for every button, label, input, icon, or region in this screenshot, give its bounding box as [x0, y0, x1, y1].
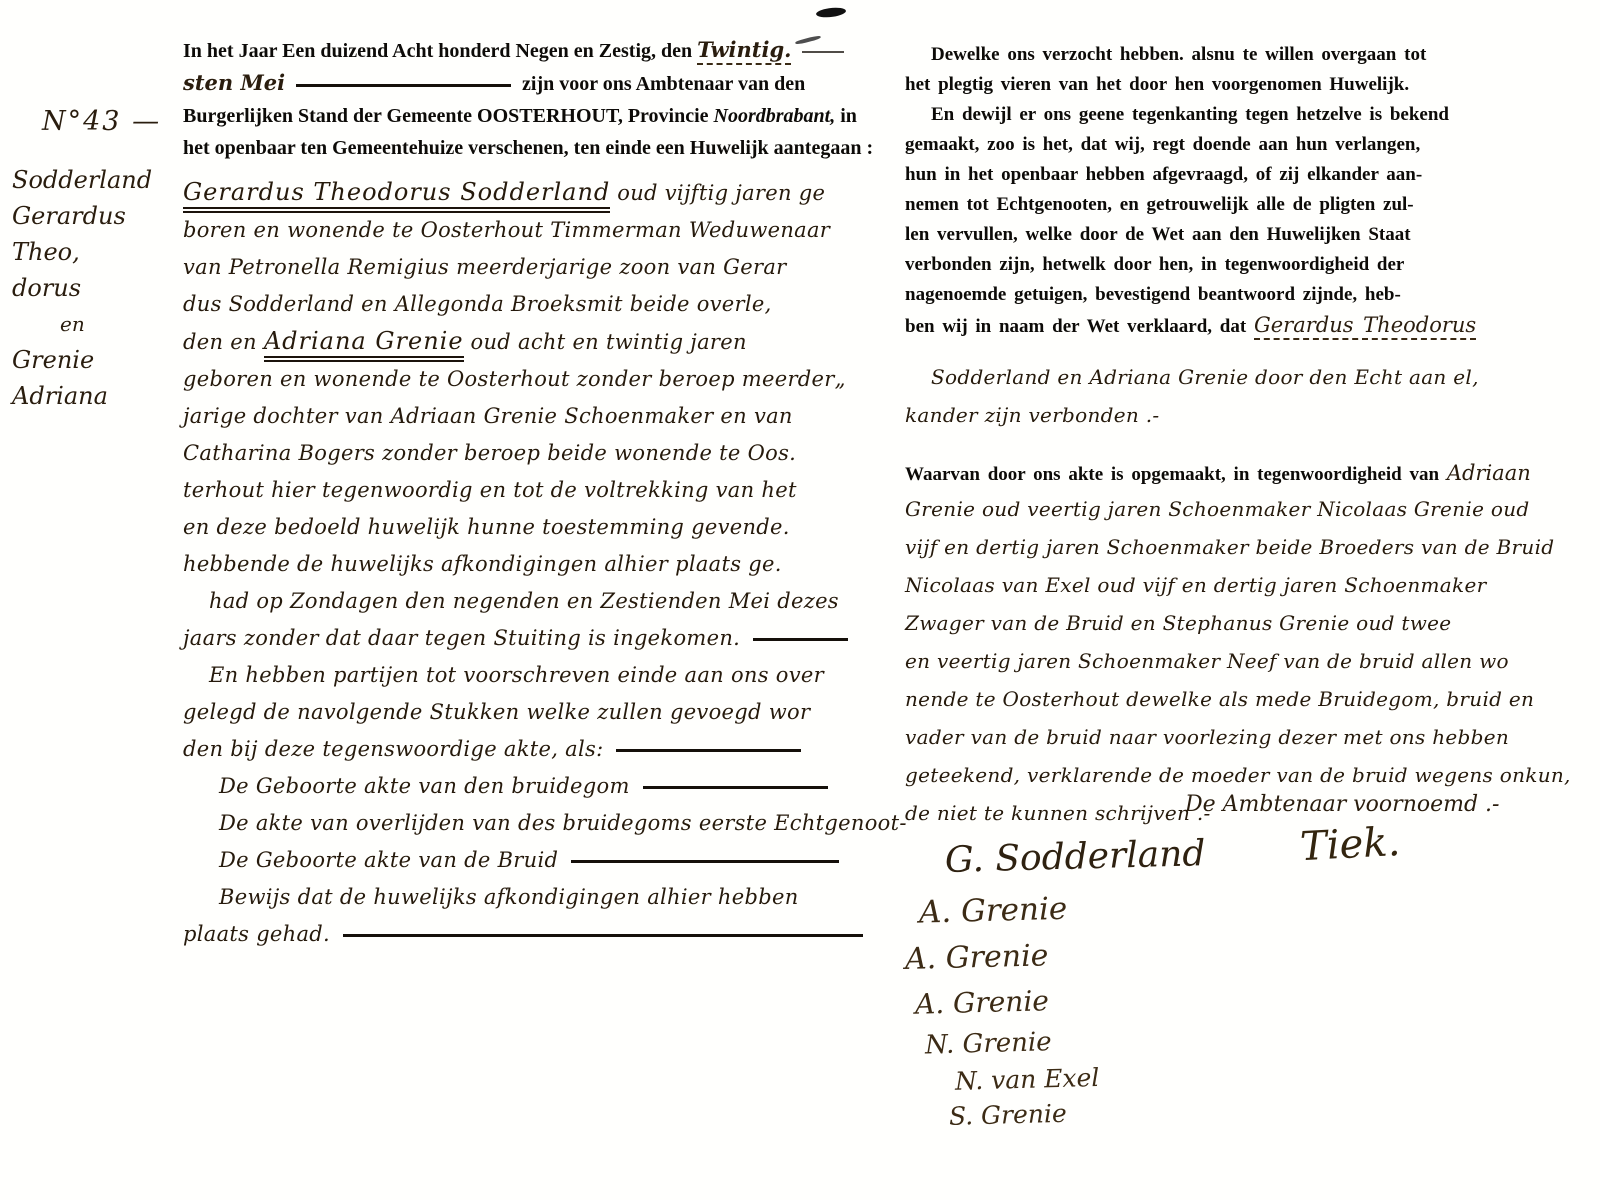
handwritten-line: en veertig jaren Schoenmaker Neef van de bruid allen wo [905, 649, 1509, 673]
handwritten-line: geboren en wonende te Oosterhout zonder beroep meerder„ [183, 367, 846, 391]
margin-firstname-groom-cont: dorus [12, 274, 82, 302]
margin-surname-groom: Sodderland [12, 166, 153, 194]
handwritten-text: den bij deze tegenswoordige akte, als: [183, 737, 604, 761]
groom-name-declaration: Gerardus Theodorus [1254, 313, 1476, 340]
signature-witness: A. Grenie [914, 984, 1050, 1021]
handwritten-date-month: sten Mei [183, 70, 286, 95]
handwritten-line: En hebben partijen tot voorschreven einde aan ons over [209, 663, 824, 687]
filler-rule [571, 860, 839, 863]
margin-firstname-bride: Adriana [12, 382, 108, 410]
groom-name: Gerardus Theodorus Sodderland [183, 178, 610, 213]
printed-text: in [840, 105, 857, 127]
handwritten-line: geteekend, verklarende de moeder van de bruid wegens onkun, [905, 763, 1571, 787]
handwritten-text: plaats gehad. [183, 922, 331, 946]
printed-line [183, 100, 878, 132]
filler-rule [802, 51, 844, 53]
handwritten-line [183, 620, 878, 657]
printed-text: Waarvan door ons akte is opgemaakt, in tegenwoordigheid van [905, 464, 1440, 485]
printed-paragraph [905, 40, 1475, 342]
printed-line: gemaakt, zoo is het, dat wij, regt doende aan hun verlangen, [905, 134, 1421, 155]
handwritten-text: oud vijftig jaren ge [617, 181, 826, 205]
handwritten-body [183, 174, 907, 953]
witness-name-start: Adriaan [1446, 461, 1531, 485]
left-column [183, 34, 907, 953]
filler-rule [343, 934, 863, 937]
right-column [904, 40, 1571, 1131]
handwritten-line: en deze bedoeld huwelijk hunne toestemming gevende. [183, 515, 790, 539]
filler-rule [753, 638, 848, 641]
handwritten-line: Grenie oud veertig jaren Schoenmaker Nicolaas Grenie oud [905, 497, 1530, 521]
handwritten-line: Bewijs dat de huwelijks afkondigingen alhier hebben [219, 885, 799, 909]
filler-rule [616, 749, 801, 752]
margin-surname-bride: Grenie [12, 346, 95, 374]
handwritten-line: Zwager van de Bruid en Stephanus Grenie oud twee [905, 611, 1452, 635]
margin-conjunction: en [60, 312, 85, 336]
signature-witness: N. van Exel [954, 1062, 1100, 1096]
handwritten-line: hebbende de huwelijks afkondigingen alhier plaats ge. [183, 552, 782, 576]
handwritten-line [183, 731, 878, 768]
printed-line: hun in het openbaar hebben afgevraagd, of zij elkander aan- [905, 164, 1423, 185]
handwritten-line: terhout hier tegenwoordig en tot de voltrekking van het [183, 478, 797, 502]
handwritten-line: had op Zondagen den negenden en Zestienden Mei dezes [209, 589, 839, 613]
printed-line [183, 34, 878, 67]
signature-witness: S. Grenie [948, 1098, 1068, 1131]
printed-line [183, 67, 878, 100]
witnesses-paragraph [905, 458, 1571, 832]
handwritten-line: gelegd de navolgende Stukken welke zullen gevoegd wor [183, 700, 811, 724]
printed-province: Noordbrabant, [713, 105, 836, 127]
handwritten-line: de niet te kunnen schrijven .- [905, 801, 1211, 825]
act-number: N°43 — [42, 106, 162, 137]
handwritten-date-day: Twintig. [697, 37, 791, 65]
handwritten-text: jaars zonder dat daar tegen Stuiting is ingekomen. [183, 626, 741, 650]
handwritten-line: kander zijn verbonden .- [905, 403, 1160, 427]
handwritten-line: Nicolaas van Exel oud vijf en dertig jaren Schoenmaker [905, 573, 1487, 597]
filler-rule [643, 786, 828, 789]
printed-text: ben wij in naam der Wet verklaard, dat [905, 316, 1247, 337]
handwritten-text: De Geboorte akte van den bruidegom [219, 774, 630, 798]
handwritten-line: Catharina Bogers zonder beroep beide wonende te Oos. [183, 441, 797, 465]
handwritten-text: De Geboorte akte van de Bruid [219, 848, 559, 872]
printed-line [905, 310, 1475, 342]
officiant-block [1185, 792, 1500, 871]
officiant-signature: Tiek. [1298, 819, 1402, 871]
printed-line [905, 458, 1531, 490]
handwritten-line [183, 174, 878, 212]
officiant-title: De Ambtenaar voornoemd .- [1185, 792, 1500, 817]
margin-firstname-groom: Gerardus Theo, [12, 202, 126, 266]
printed-line: nagenoemde getuigen, bevestigend beantwoord zijnde, heb- [905, 284, 1401, 305]
printed-line: het plegtig vieren van het door hen voorgenomen Huwelijk. [905, 74, 1410, 95]
handwritten-line: nende te Oosterhout dewelke als mede Bruidegom, bruid en [905, 687, 1535, 711]
signature-bride: A. Grenie [918, 890, 1068, 931]
printed-line: verbonden zijn, hetwelk door hen, in tegenwoordigheid der [905, 254, 1405, 275]
handwritten-line [183, 842, 878, 879]
blank-rule [296, 84, 511, 87]
handwritten-line: vijf en dertig jaren Schoenmaker beide Broeders van de Bruid [905, 535, 1555, 559]
handwritten-line: boren en wonende te Oosterhout Timmerman Weduwenaar [183, 218, 831, 242]
handwritten-line [183, 323, 878, 361]
ink-smudge [816, 6, 847, 19]
handwritten-line [183, 768, 878, 805]
handwritten-declaration [905, 358, 1479, 434]
handwritten-line: De akte van overlijden van des bruidegoms eerste Echtgenoot- [219, 811, 907, 835]
handwritten-text: den en [183, 330, 257, 354]
signatures-block [905, 835, 1206, 1135]
printed-text: Burgerlijken Stand der Gemeente OOSTERHOUT, Provincie [183, 105, 709, 127]
handwritten-line: dus Sodderland en Allegonda Broeksmit beide overle, [183, 292, 772, 316]
margin-annotation [12, 104, 192, 414]
handwritten-line: Sodderland en Adriana Grenie door den Echt aan el, [931, 365, 1479, 389]
printed-text: zijn voor ons Ambtenaar van den [522, 73, 806, 95]
handwritten-line: vader van de bruid naar voorlezing dezer met ons hebben [905, 725, 1510, 749]
handwritten-line: van Petronella Remigius meerderjarige zoon van Gerar [183, 255, 787, 279]
printed-text: In het Jaar Een duizend Acht honderd Negen en Zestig, den [183, 40, 693, 62]
signature-groom: G. Sodderland [944, 833, 1206, 881]
printed-line: het openbaar ten Gemeentehuize verschenen, ten einde een Huwelijk aantegaan : [183, 137, 874, 159]
printed-line: len vervullen, welke door de Wet aan den Huwelijken Staat [905, 224, 1411, 245]
handwritten-line [183, 916, 878, 953]
signature-witness: N. Grenie [924, 1027, 1052, 1061]
handwritten-line: jarige dochter van Adriaan Grenie Schoenmaker en van [183, 404, 793, 428]
signature-witness: A. Grenie [904, 938, 1049, 977]
bride-name: Adriana Grenie [264, 327, 464, 362]
printed-line: Dewelke ons verzocht hebben. alsnu te willen overgaan tot [931, 44, 1427, 65]
handwritten-text: oud acht en twintig jaren [470, 330, 747, 354]
printed-line: En dewijl er ons geene tegenkanting tegen hetzelve is bekend [931, 104, 1449, 125]
printed-line: nemen tot Echtgenooten, en getrouwelijk alle de pligten zul- [905, 194, 1414, 215]
